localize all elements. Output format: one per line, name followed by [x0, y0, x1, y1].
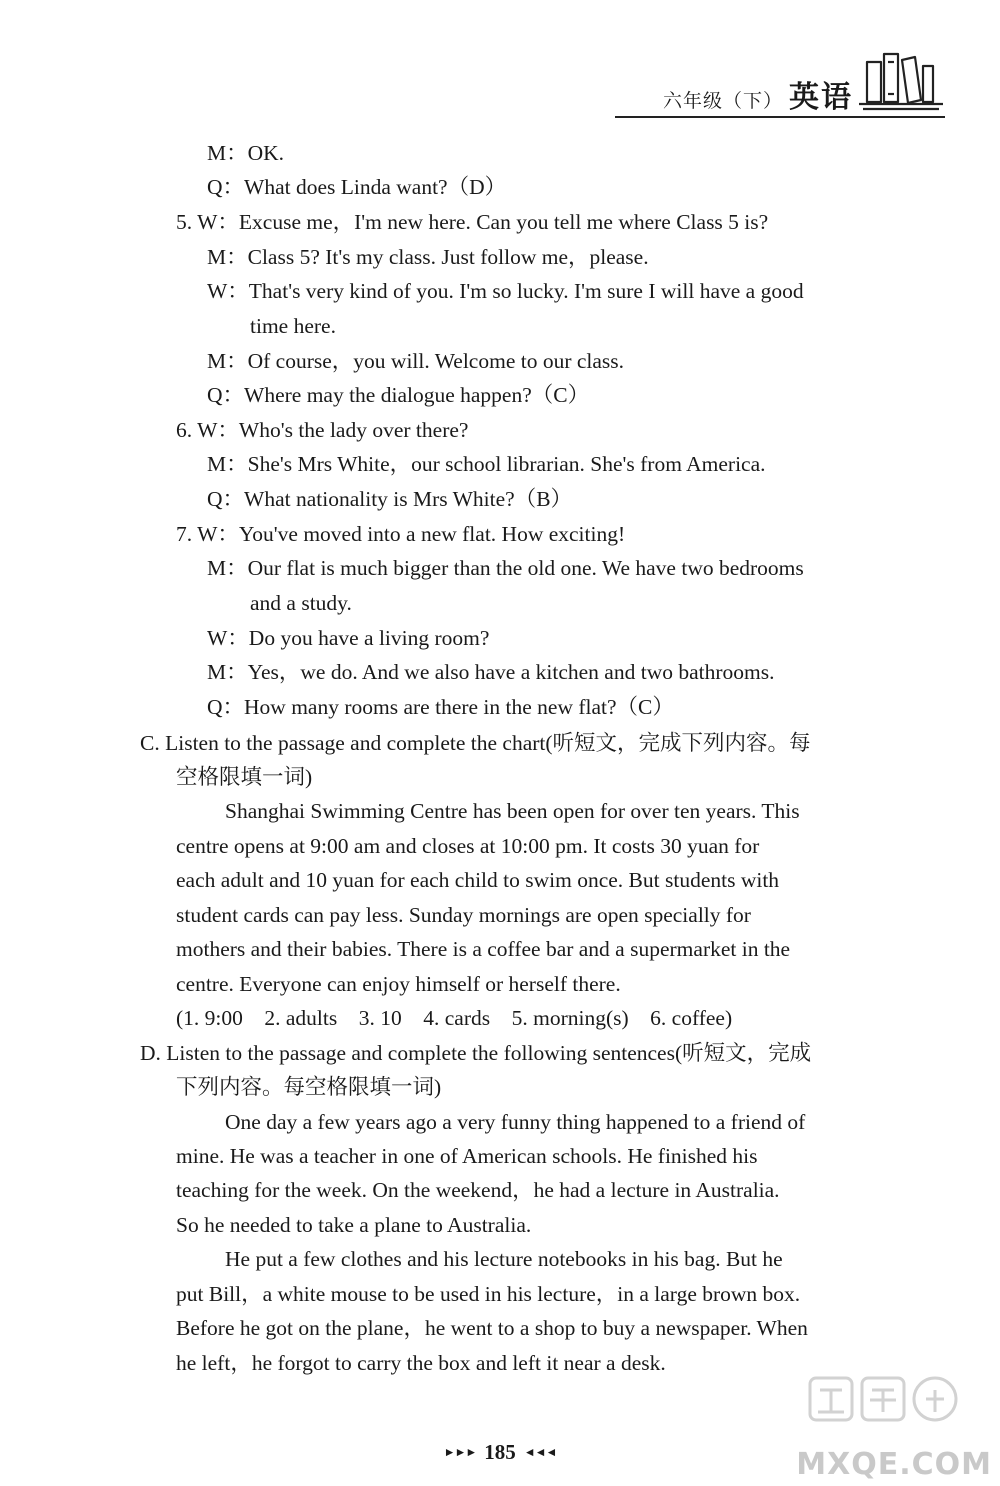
dialogue-line: and a study.	[250, 591, 352, 615]
section-c-passage-line: mothers and their babies. There is a coffee bar and a supermarket in the	[176, 937, 791, 961]
dialogue-line: W：That's very kind of you. I'm so lucky. I'm sure I will have a good	[207, 279, 804, 303]
header-grade: 六年级（下）	[662, 90, 783, 112]
header-rule	[615, 116, 945, 118]
section-d-passage-line: Before he got on the plane，he went to a shop to buy a newspaper. When	[176, 1316, 808, 1340]
section-c-passage-line: centre opens at 9:00 am and closes at 10:00 pm. It costs 30 yuan for	[176, 834, 760, 858]
dialogue-line: M：Our flat is much bigger than the old one. We have two bedrooms	[207, 556, 804, 580]
left-arrows-icon: ◄◄◄	[523, 1445, 557, 1459]
section-d-title: D. Listen to the passage and complete the following sentences(听短文，完成	[140, 1041, 812, 1065]
dialogue-line: W：Do you have a living room?	[207, 626, 490, 650]
section-d-passage-line: put Bill，a white mouse to be used in his lecture，in a large brown box.	[176, 1282, 801, 1306]
section-d-passage-line: he left，he forgot to carry the box and left it near a desk.	[176, 1351, 666, 1375]
page-number: 185	[484, 1440, 516, 1464]
right-arrows-icon: ►►►	[443, 1445, 477, 1459]
header-subject: 英语	[789, 80, 853, 115]
dialogue-line: Q：Where may the dialogue happen?（C）	[207, 383, 590, 407]
section-d-passage-line: So he needed to take a plane to Australia.	[176, 1213, 532, 1237]
dialogue-line: 5. W：Excuse me，I'm new here. Can you tell me where Class 5 is?	[176, 210, 769, 234]
section-c-title: 空格限填一词)	[176, 765, 313, 789]
section-d-passage-line: One day a few years ago a very funny thing happened to a friend of	[225, 1110, 806, 1134]
section-c-passage-line: student cards can pay less. Sunday mornings are open specially for	[176, 903, 751, 927]
header-title	[663, 72, 853, 116]
section-c-answers: (1. 9:00 2. adults 3. 10 4. cards 5. morning(s) 6. coffee)	[176, 1006, 733, 1030]
dialogue-line: M：OK.	[207, 141, 285, 165]
books-icon	[857, 48, 945, 112]
dialogue-line: Q：What does Linda want?（D）	[207, 175, 507, 199]
page-header	[615, 48, 945, 128]
section-c-title: C. Listen to the passage and complete the chart(听短文，完成下列内容。每	[140, 731, 811, 755]
dialogue-line: 6. W：Who's the lady over there?	[176, 418, 469, 442]
watermark	[770, 1366, 1000, 1486]
section-d-passage-line: He put a few clothes and his lecture notebooks in his bag. But he	[225, 1247, 783, 1271]
section-c-passage-line: each adult and 10 yuan for each child to swim once. But students with	[176, 868, 780, 892]
section-d-title: 下列内容。每空格限填一词)	[176, 1075, 442, 1099]
dialogue-line: Q：How many rooms are there in the new flat?（C）	[207, 695, 674, 719]
section-d-passage-line: mine. He was a teacher in one of American schools. He finished his	[176, 1144, 758, 1168]
dialogue-line: M：Of course，you will. Welcome to our class.	[207, 349, 625, 373]
section-d-passage-line: teaching for the week. On the weekend，he had a lecture in Australia.	[176, 1178, 780, 1202]
dialogue-line: time here.	[250, 314, 336, 338]
dialogue-line: M：Yes，we do. And we also have a kitchen and two bathrooms.	[207, 660, 775, 684]
section-c-passage-line: centre. Everyone can enjoy himself or herself there.	[176, 972, 621, 996]
dialogue-line: Q：What nationality is Mrs White?（B）	[207, 487, 573, 511]
dialogue-line: M：She's Mrs White，our school librarian. She's from America.	[207, 452, 766, 476]
watermark-text: MXQE.COM	[796, 1447, 992, 1482]
dialogue-line: 7. W：You've moved into a new flat. How exciting!	[176, 522, 626, 546]
section-c-passage-line: Shanghai Swimming Centre has been open for over ten years. This	[225, 799, 800, 823]
dialogue-line: M：Class 5? It's my class. Just follow me，please.	[207, 245, 649, 269]
